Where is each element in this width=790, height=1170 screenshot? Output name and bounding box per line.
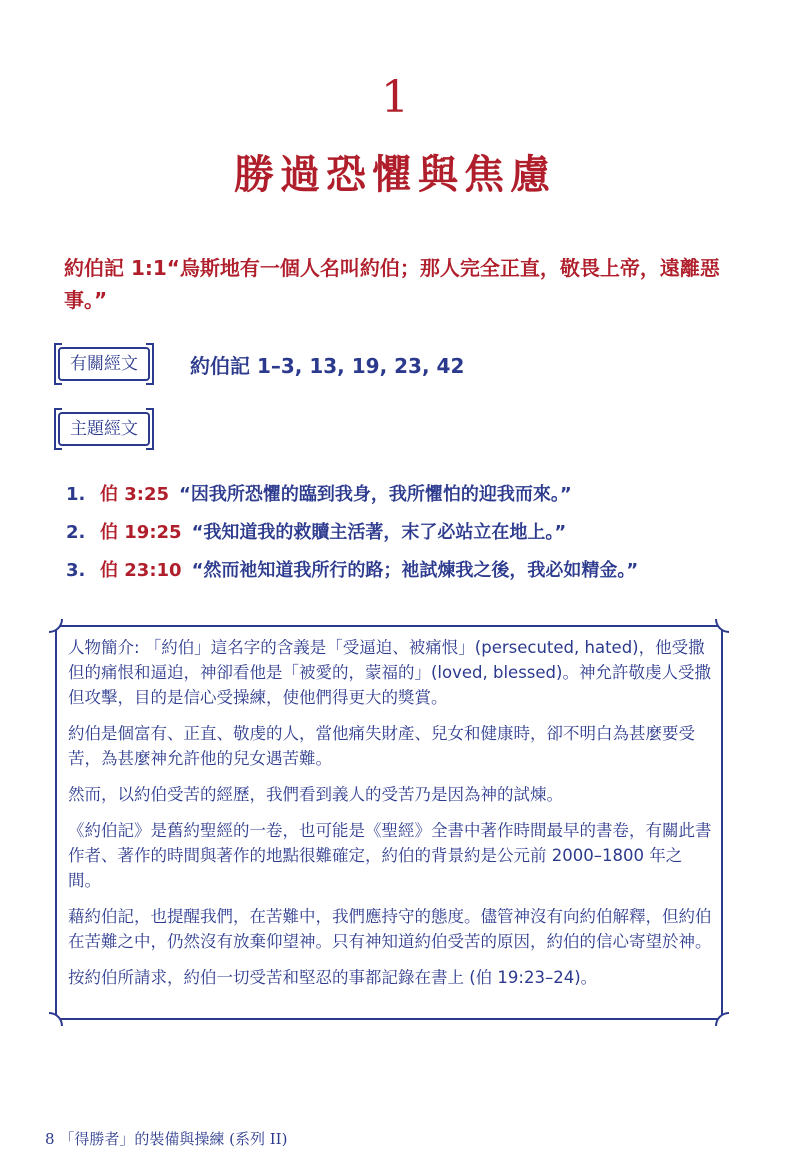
theme-verse-text: “因我所恐懼的臨到我身，我所懼怕的迎我而來。” — [179, 484, 572, 505]
theme-scripture-list — [66, 480, 766, 594]
key-verse: 約伯記 1:1“烏斯地有一個人名叫約伯；那人完全正直，敬畏上帝，遠離惡事。” — [64, 256, 720, 312]
related-scripture-tag: 有關經文 — [58, 347, 150, 381]
bio-paragraph: 按約伯所請求，約伯一切受苦和堅忍的事都記錄在書上 (伯 19:23–24)。 — [68, 968, 598, 987]
theme-verse-text: “我知道我的救贖主活著，末了必站立在地上。” — [191, 522, 567, 543]
box-corner-ornament — [49, 1012, 63, 1026]
theme-verse-item — [66, 480, 766, 518]
box-corner-ornament — [715, 1012, 729, 1026]
character-bio-box — [55, 625, 723, 1020]
page-footer — [45, 1128, 287, 1149]
box-corner-ornament — [715, 619, 729, 633]
theme-verse-text: “然而祂知道我所行的路；祂試煉我之後，我必如精金。” — [191, 560, 639, 581]
theme-verse-item — [66, 518, 766, 556]
bio-paragraph: 然而，以約伯受苦的經歷，我們看到義人的受苦乃是因為神的試煉。 — [68, 785, 563, 804]
bio-content — [68, 635, 713, 1001]
chapter-number: 1 — [381, 72, 409, 123]
page-number: 8 — [45, 1130, 55, 1148]
bio-paragraph: 《約伯記》是舊約聖經的一卷，也可能是《聖經》全書中著作時間最早的書卷，有關此書作者、著作的時間與著作的地點很難確定，約伯的背景約是公元前 2000–1800 年之間。 — [68, 821, 712, 890]
theme-verse-ref: 伯 3:25 — [100, 484, 170, 505]
theme-verse-ref: 伯 23:10 — [100, 560, 182, 581]
theme-verse-number: 2. — [66, 522, 86, 543]
theme-verse-item — [66, 556, 766, 594]
bio-paragraph: 約伯是個富有、正直、敬虔的人，當他痛失財產、兒女和健康時，卻不明白為甚麼要受苦，為甚麼神允許他的兒女遇苦難。 — [68, 724, 695, 768]
theme-verse-number: 1. — [66, 484, 86, 505]
theme-scripture-tag: 主題經文 — [58, 412, 150, 446]
chapter-title: 勝過恐懼與焦慮 — [234, 151, 556, 198]
theme-verse-ref: 伯 19:25 — [100, 522, 182, 543]
related-scripture-refs: 約伯記 1–3, 13, 19, 23, 42 — [190, 354, 465, 378]
series-title: 「得勝者」的裝備與操練 (系列 II) — [59, 1130, 288, 1148]
bio-paragraph: 藉約伯記，也提醒我們，在苦難中，我們應持守的態度。儘管神沒有向約伯解釋，但約伯在苦難之中，仍然沒有放棄仰望神。只有神知道約伯受苦的原因，約伯的信心寄望於神。 — [68, 907, 712, 951]
bio-paragraph: 人物簡介: 「約伯」這名字的含義是「受逼迫、被痛恨」(persecuted, hated)，他受撒但的痛恨和逼迫，神卻看他是「被愛的，蒙福的」(loved, blessed)。神允許敬虔人受撒但攻擊，目的是信心受操練，使他們得更大的獎賞。 — [68, 638, 711, 707]
theme-verse-number: 3. — [66, 560, 86, 581]
box-corner-ornament — [49, 619, 63, 633]
